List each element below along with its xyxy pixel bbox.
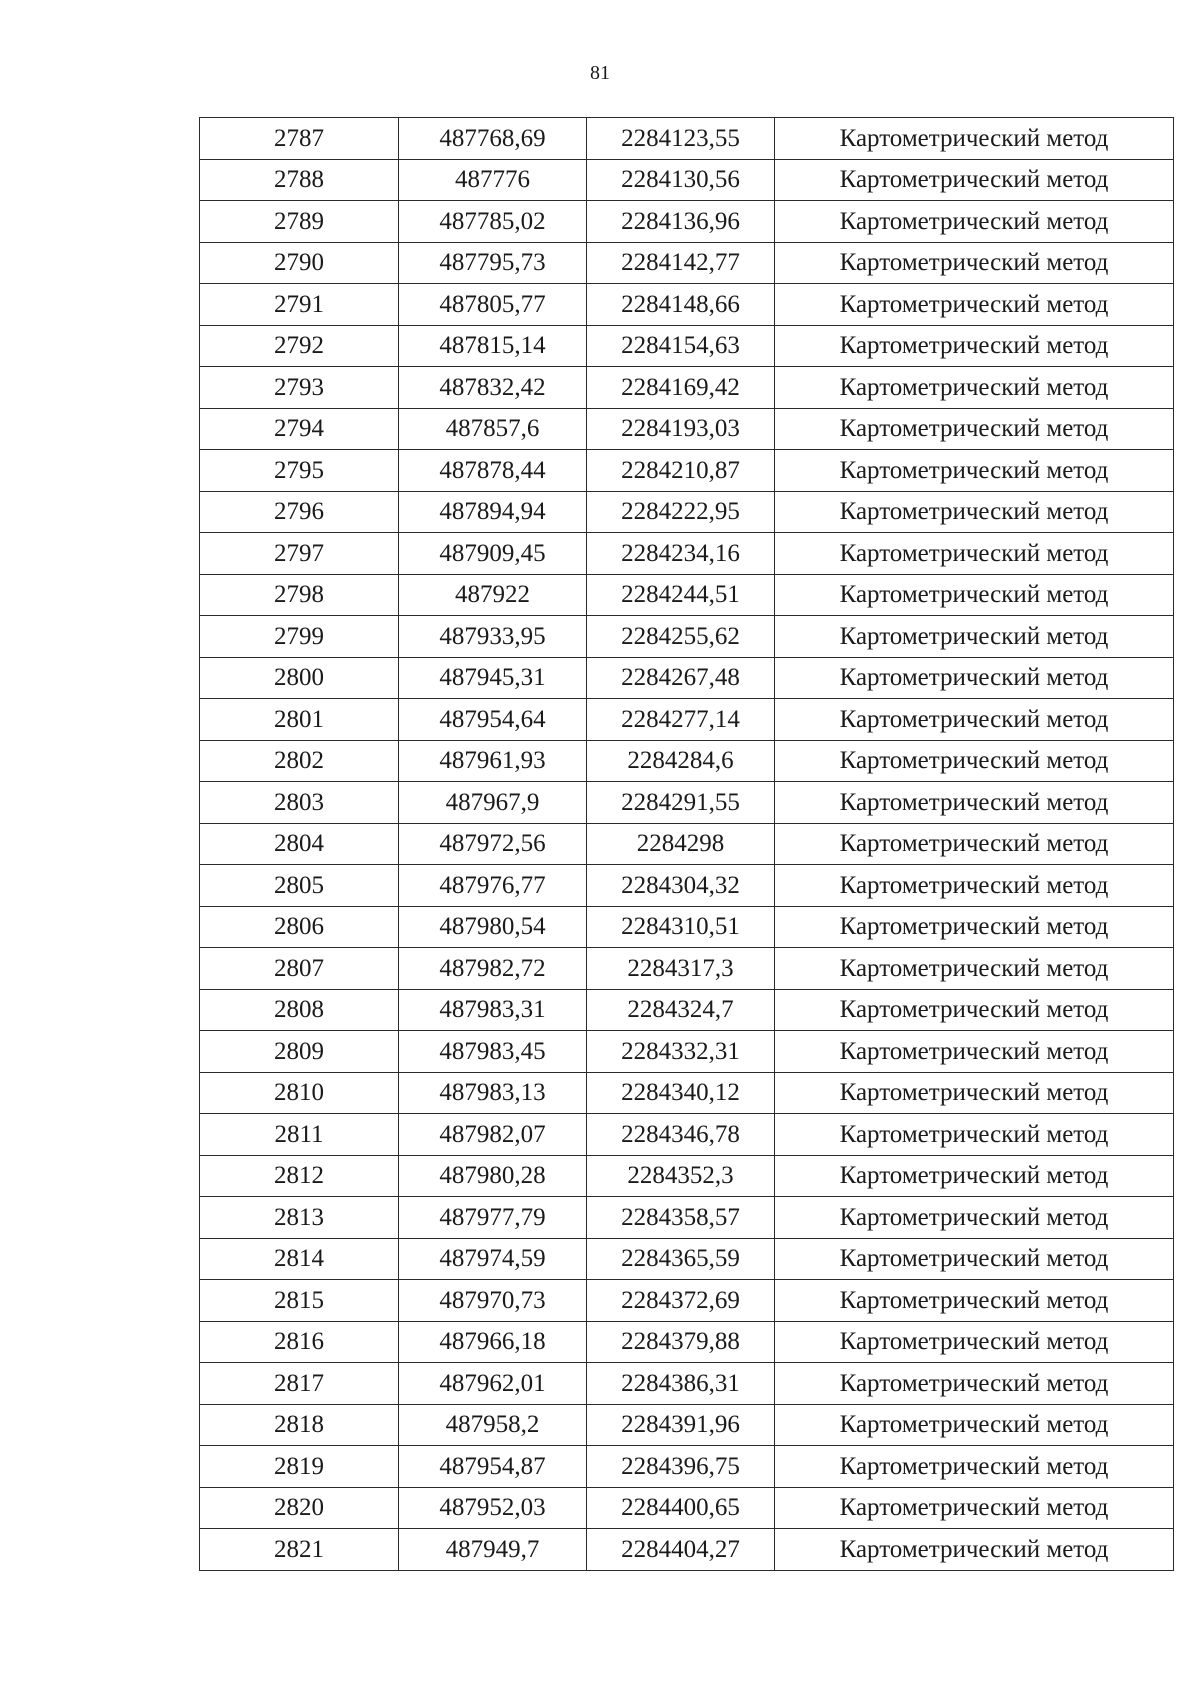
- x-coordinate-cell: 487972,56: [399, 823, 587, 865]
- table-row: [200, 367, 1174, 409]
- y-coordinate-cell: 2284210,87: [587, 450, 775, 492]
- point-number-cell: 2811: [200, 1114, 399, 1156]
- table-row: [200, 408, 1174, 450]
- x-coordinate-cell: 487982,07: [399, 1114, 587, 1156]
- table-row: [200, 574, 1174, 616]
- point-number-cell: 2817: [200, 1363, 399, 1405]
- y-coordinate-cell: 2284148,66: [587, 284, 775, 326]
- method-cell: Картометрический метод: [775, 1114, 1174, 1156]
- table-row: [200, 1238, 1174, 1280]
- table-row: [200, 1529, 1174, 1571]
- method-cell: Картометрический метод: [775, 1197, 1174, 1239]
- method-cell: Картометрический метод: [775, 491, 1174, 533]
- table-row: [200, 616, 1174, 658]
- method-cell: Картометрический метод: [775, 242, 1174, 284]
- point-number-cell: 2787: [200, 118, 399, 160]
- table-row: [200, 699, 1174, 741]
- x-coordinate-cell: 487983,45: [399, 1031, 587, 1073]
- x-coordinate-cell: 487832,42: [399, 367, 587, 409]
- method-cell: Картометрический метод: [775, 616, 1174, 658]
- y-coordinate-cell: 2284169,42: [587, 367, 775, 409]
- method-cell: Картометрический метод: [775, 740, 1174, 782]
- point-number-cell: 2815: [200, 1280, 399, 1322]
- y-coordinate-cell: 2284386,31: [587, 1363, 775, 1405]
- table-row: [200, 1446, 1174, 1488]
- y-coordinate-cell: 2284130,56: [587, 159, 775, 201]
- y-coordinate-cell: 2284372,69: [587, 1280, 775, 1322]
- y-coordinate-cell: 2284284,6: [587, 740, 775, 782]
- x-coordinate-cell: 487983,13: [399, 1072, 587, 1114]
- table-row: [200, 201, 1174, 243]
- x-coordinate-cell: 487795,73: [399, 242, 587, 284]
- point-number-cell: 2789: [200, 201, 399, 243]
- y-coordinate-cell: 2284396,75: [587, 1446, 775, 1488]
- table-row: [200, 450, 1174, 492]
- y-coordinate-cell: 2284365,59: [587, 1238, 775, 1280]
- table-row: [200, 159, 1174, 201]
- method-cell: Картометрический метод: [775, 1446, 1174, 1488]
- table-row: [200, 1280, 1174, 1322]
- y-coordinate-cell: 2284310,51: [587, 906, 775, 948]
- table-row: [200, 865, 1174, 907]
- point-number-cell: 2813: [200, 1197, 399, 1239]
- method-cell: Картометрический метод: [775, 159, 1174, 201]
- method-cell: Картометрический метод: [775, 948, 1174, 990]
- page-number: 81: [590, 62, 610, 84]
- x-coordinate-cell: 487974,59: [399, 1238, 587, 1280]
- x-coordinate-cell: 487962,01: [399, 1363, 587, 1405]
- y-coordinate-cell: 2284391,96: [587, 1404, 775, 1446]
- method-cell: Картометрический метод: [775, 367, 1174, 409]
- y-coordinate-cell: 2284358,57: [587, 1197, 775, 1239]
- table-row: [200, 491, 1174, 533]
- x-coordinate-cell: 487894,94: [399, 491, 587, 533]
- point-number-cell: 2802: [200, 740, 399, 782]
- point-number-cell: 2796: [200, 491, 399, 533]
- table-row: [200, 823, 1174, 865]
- method-cell: Картометрический метод: [775, 1529, 1174, 1571]
- point-number-cell: 2804: [200, 823, 399, 865]
- point-number-cell: 2819: [200, 1446, 399, 1488]
- table-row: [200, 118, 1174, 160]
- point-number-cell: 2788: [200, 159, 399, 201]
- point-number-cell: 2797: [200, 533, 399, 575]
- x-coordinate-cell: 487983,31: [399, 989, 587, 1031]
- x-coordinate-cell: 487976,77: [399, 865, 587, 907]
- y-coordinate-cell: 2284244,51: [587, 574, 775, 616]
- x-coordinate-cell: 487980,28: [399, 1155, 587, 1197]
- coordinates-table-body: [200, 118, 1174, 1571]
- method-cell: Картометрический метод: [775, 823, 1174, 865]
- method-cell: Картометрический метод: [775, 782, 1174, 824]
- point-number-cell: 2803: [200, 782, 399, 824]
- table-row: [200, 657, 1174, 699]
- x-coordinate-cell: 487954,87: [399, 1446, 587, 1488]
- method-cell: Картометрический метод: [775, 408, 1174, 450]
- y-coordinate-cell: 2284379,88: [587, 1321, 775, 1363]
- y-coordinate-cell: 2284267,48: [587, 657, 775, 699]
- method-cell: Картометрический метод: [775, 284, 1174, 326]
- x-coordinate-cell: 487857,6: [399, 408, 587, 450]
- method-cell: Картометрический метод: [775, 574, 1174, 616]
- x-coordinate-cell: 487768,69: [399, 118, 587, 160]
- y-coordinate-cell: 2284277,14: [587, 699, 775, 741]
- x-coordinate-cell: 487933,95: [399, 616, 587, 658]
- y-coordinate-cell: 2284142,77: [587, 242, 775, 284]
- x-coordinate-cell: 487785,02: [399, 201, 587, 243]
- x-coordinate-cell: 487952,03: [399, 1487, 587, 1529]
- method-cell: Картометрический метод: [775, 450, 1174, 492]
- point-number-cell: 2821: [200, 1529, 399, 1571]
- y-coordinate-cell: 2284255,62: [587, 616, 775, 658]
- y-coordinate-cell: 2284234,16: [587, 533, 775, 575]
- point-number-cell: 2792: [200, 325, 399, 367]
- point-number-cell: 2808: [200, 989, 399, 1031]
- method-cell: Картометрический метод: [775, 989, 1174, 1031]
- table-row: [200, 906, 1174, 948]
- table-row: [200, 782, 1174, 824]
- x-coordinate-cell: 487958,2: [399, 1404, 587, 1446]
- y-coordinate-cell: 2284298: [587, 823, 775, 865]
- x-coordinate-cell: 487966,18: [399, 1321, 587, 1363]
- point-number-cell: 2820: [200, 1487, 399, 1529]
- method-cell: Картометрический метод: [775, 1487, 1174, 1529]
- table-row: [200, 1404, 1174, 1446]
- table-row: [200, 242, 1174, 284]
- method-cell: Картометрический метод: [775, 1155, 1174, 1197]
- table-row: [200, 1363, 1174, 1405]
- y-coordinate-cell: 2284317,3: [587, 948, 775, 990]
- y-coordinate-cell: 2284340,12: [587, 1072, 775, 1114]
- point-number-cell: 2794: [200, 408, 399, 450]
- method-cell: Картометрический метод: [775, 657, 1174, 699]
- point-number-cell: 2795: [200, 450, 399, 492]
- table-row: [200, 1114, 1174, 1156]
- point-number-cell: 2791: [200, 284, 399, 326]
- x-coordinate-cell: 487977,79: [399, 1197, 587, 1239]
- x-coordinate-cell: 487954,64: [399, 699, 587, 741]
- point-number-cell: 2807: [200, 948, 399, 990]
- x-coordinate-cell: 487776: [399, 159, 587, 201]
- point-number-cell: 2809: [200, 1031, 399, 1073]
- point-number-cell: 2800: [200, 657, 399, 699]
- point-number-cell: 2810: [200, 1072, 399, 1114]
- x-coordinate-cell: 487982,72: [399, 948, 587, 990]
- y-coordinate-cell: 2284222,95: [587, 491, 775, 533]
- table-row: [200, 989, 1174, 1031]
- method-cell: Картометрический метод: [775, 865, 1174, 907]
- method-cell: Картометрический метод: [775, 699, 1174, 741]
- table-row: [200, 1031, 1174, 1073]
- point-number-cell: 2814: [200, 1238, 399, 1280]
- point-number-cell: 2816: [200, 1321, 399, 1363]
- x-coordinate-cell: 487945,31: [399, 657, 587, 699]
- table-row: [200, 1072, 1174, 1114]
- point-number-cell: 2812: [200, 1155, 399, 1197]
- y-coordinate-cell: 2284404,27: [587, 1529, 775, 1571]
- y-coordinate-cell: 2284400,65: [587, 1487, 775, 1529]
- point-number-cell: 2793: [200, 367, 399, 409]
- y-coordinate-cell: 2284332,31: [587, 1031, 775, 1073]
- method-cell: Картометрический метод: [775, 325, 1174, 367]
- y-coordinate-cell: 2284291,55: [587, 782, 775, 824]
- method-cell: Картометрический метод: [775, 1072, 1174, 1114]
- x-coordinate-cell: 487949,7: [399, 1529, 587, 1571]
- table-row: [200, 284, 1174, 326]
- point-number-cell: 2806: [200, 906, 399, 948]
- table-row: [200, 1197, 1174, 1239]
- y-coordinate-cell: 2284136,96: [587, 201, 775, 243]
- method-cell: Картометрический метод: [775, 1363, 1174, 1405]
- y-coordinate-cell: 2284123,55: [587, 118, 775, 160]
- y-coordinate-cell: 2284324,7: [587, 989, 775, 1031]
- method-cell: Картометрический метод: [775, 906, 1174, 948]
- x-coordinate-cell: 487922: [399, 574, 587, 616]
- x-coordinate-cell: 487961,93: [399, 740, 587, 782]
- point-number-cell: 2790: [200, 242, 399, 284]
- table-row: [200, 948, 1174, 990]
- y-coordinate-cell: 2284154,63: [587, 325, 775, 367]
- method-cell: Картометрический метод: [775, 201, 1174, 243]
- x-coordinate-cell: 487970,73: [399, 1280, 587, 1322]
- method-cell: Картометрический метод: [775, 533, 1174, 575]
- method-cell: Картометрический метод: [775, 1280, 1174, 1322]
- y-coordinate-cell: 2284193,03: [587, 408, 775, 450]
- table-row: [200, 1155, 1174, 1197]
- coordinates-table: [199, 117, 1174, 1571]
- method-cell: Картометрический метод: [775, 1031, 1174, 1073]
- table-row: [200, 1321, 1174, 1363]
- method-cell: Картометрический метод: [775, 1321, 1174, 1363]
- table-row: [200, 533, 1174, 575]
- point-number-cell: 2798: [200, 574, 399, 616]
- x-coordinate-cell: 487909,45: [399, 533, 587, 575]
- x-coordinate-cell: 487805,77: [399, 284, 587, 326]
- point-number-cell: 2799: [200, 616, 399, 658]
- x-coordinate-cell: 487815,14: [399, 325, 587, 367]
- x-coordinate-cell: 487878,44: [399, 450, 587, 492]
- table-row: [200, 1487, 1174, 1529]
- x-coordinate-cell: 487967,9: [399, 782, 587, 824]
- y-coordinate-cell: 2284352,3: [587, 1155, 775, 1197]
- table-row: [200, 325, 1174, 367]
- y-coordinate-cell: 2284346,78: [587, 1114, 775, 1156]
- x-coordinate-cell: 487980,54: [399, 906, 587, 948]
- point-number-cell: 2818: [200, 1404, 399, 1446]
- point-number-cell: 2801: [200, 699, 399, 741]
- method-cell: Картометрический метод: [775, 1238, 1174, 1280]
- point-number-cell: 2805: [200, 865, 399, 907]
- y-coordinate-cell: 2284304,32: [587, 865, 775, 907]
- table-row: [200, 740, 1174, 782]
- method-cell: Картометрический метод: [775, 118, 1174, 160]
- method-cell: Картометрический метод: [775, 1404, 1174, 1446]
